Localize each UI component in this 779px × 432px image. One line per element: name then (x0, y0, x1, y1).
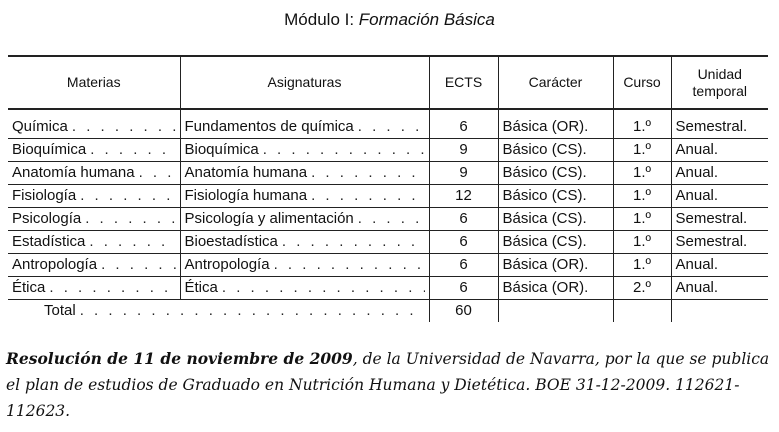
cell-materia (8, 254, 180, 277)
cell-asignatura-text: Bioquímica (184, 141, 259, 158)
cell-unidad-temporal: Anual. (671, 139, 768, 162)
table-row (8, 162, 768, 185)
cell-unidad-temporal: Anual. (671, 185, 768, 208)
total-label-cell (8, 300, 429, 323)
total-ects: 60 (429, 300, 498, 323)
dot-leader (80, 300, 425, 322)
cell-materia-text: Psicología (12, 210, 82, 227)
cell-materia-text: Química (12, 118, 68, 135)
cell-asignatura (180, 254, 429, 277)
cell-caracter: Básica (OR). (498, 277, 613, 300)
cell-curso: 1.º (613, 208, 671, 231)
cell-ects: 6 (429, 231, 498, 254)
cell-materia (8, 109, 180, 139)
cell-asignatura-text: Bioestadística (184, 233, 278, 250)
cell-unidad-temporal: Anual. (671, 277, 768, 300)
table-header-row (8, 56, 768, 109)
header-ects: ECTS (429, 56, 498, 109)
header-asignaturas: Asignaturas (180, 56, 429, 109)
table-row (8, 254, 768, 277)
cell-unidad-temporal: Anual. (671, 254, 768, 277)
cell-curso: 1.º (613, 109, 671, 139)
dot-leader (49, 277, 175, 299)
total-empty-caracter (498, 300, 613, 323)
cell-caracter: Básico (CS). (498, 162, 613, 185)
total-label: Total (44, 302, 76, 319)
cell-curso: 1.º (613, 231, 671, 254)
cell-caracter: Básico (CS). (498, 185, 613, 208)
table-row (8, 208, 768, 231)
module-title-italic: Formación Básica (358, 10, 495, 29)
cell-materia-text: Antropología (12, 256, 98, 273)
dot-leader (274, 254, 425, 276)
header-unidad-line1: Unidad (697, 65, 742, 82)
dot-leader (311, 185, 424, 207)
header-unidad-temporal (671, 56, 768, 109)
dot-leader (90, 139, 175, 161)
header-curso: Curso (613, 56, 671, 109)
dot-leader (101, 254, 175, 276)
table-row (8, 109, 768, 139)
cell-unidad-temporal: Anual. (671, 162, 768, 185)
citation-bold: Resolución de 11 de noviembre de 2009 (6, 349, 353, 368)
cell-ects: 6 (429, 109, 498, 139)
cell-ects: 6 (429, 277, 498, 300)
citation-rest: , de la Universidad de Navarra, por la que se publica el plan de estudios de Graduado en Nutrición Humana y Dietética. BOE 31-12-2009. 112621-112623. (6, 350, 770, 420)
cell-asignatura-text: Fundamentos de química (184, 118, 354, 135)
header-unidad-line2: temporal (692, 82, 747, 99)
cell-caracter: Básica (CS). (498, 231, 613, 254)
dot-leader (89, 231, 175, 253)
cell-materia (8, 162, 180, 185)
cell-ects: 6 (429, 254, 498, 277)
module-title-prefix: Módulo I: (284, 10, 359, 29)
cell-materia (8, 185, 180, 208)
dot-leader (263, 139, 425, 161)
cell-materia-text: Estadística (12, 233, 86, 250)
dot-leader (358, 208, 425, 230)
cell-asignatura-text: Psicología y alimentación (184, 210, 354, 227)
cell-materia-text: Ética (12, 279, 46, 296)
cell-caracter: Básica (CS). (498, 208, 613, 231)
cell-caracter: Básica (OR). (498, 254, 613, 277)
cell-asignatura (180, 231, 429, 254)
cell-unidad-temporal: Semestral. (671, 208, 768, 231)
cell-caracter: Básico (CS). (498, 139, 613, 162)
table-row (8, 277, 768, 300)
cell-materia (8, 139, 180, 162)
cell-curso: 1.º (613, 185, 671, 208)
cell-asignatura (180, 185, 429, 208)
cell-caracter: Básica (OR). (498, 109, 613, 139)
cell-ects: 9 (429, 162, 498, 185)
cell-materia-text: Fisiología (12, 187, 77, 204)
cell-asignatura (180, 139, 429, 162)
cell-asignatura (180, 277, 429, 300)
cell-asignatura (180, 109, 429, 139)
cell-materia (8, 277, 180, 300)
dot-leader (85, 208, 175, 230)
total-row (8, 300, 768, 323)
cell-materia-text: Anatomía humana (12, 164, 135, 181)
cell-curso: 2.º (613, 277, 671, 300)
cell-ects: 9 (429, 139, 498, 162)
total-empty-unidad (671, 300, 768, 323)
table-row (8, 185, 768, 208)
dot-leader (139, 162, 176, 184)
cell-asignatura-text: Ética (184, 279, 218, 296)
cell-materia-text: Bioquímica (12, 141, 87, 158)
cell-asignatura (180, 208, 429, 231)
header-caracter: Carácter (498, 56, 613, 109)
cell-materia (8, 208, 180, 231)
table-row (8, 139, 768, 162)
cell-curso: 1.º (613, 162, 671, 185)
dot-leader (358, 116, 425, 138)
header-materias: Materias (8, 56, 180, 109)
cell-asignatura (180, 162, 429, 185)
dot-leader (80, 185, 175, 207)
citation-text (6, 346, 776, 424)
dot-leader (222, 277, 425, 299)
module-title (0, 10, 779, 30)
cell-ects: 12 (429, 185, 498, 208)
cell-unidad-temporal: Semestral. (671, 109, 768, 139)
dot-leader (311, 162, 424, 184)
cell-curso: 1.º (613, 254, 671, 277)
cell-asignatura-text: Anatomía humana (184, 164, 308, 181)
subjects-table (8, 55, 768, 322)
dot-leader (282, 231, 425, 253)
dot-leader (72, 116, 176, 138)
cell-curso: 1.º (613, 139, 671, 162)
cell-materia (8, 231, 180, 254)
cell-asignatura-text: Antropología (184, 256, 270, 273)
cell-ects: 6 (429, 208, 498, 231)
table-row (8, 231, 768, 254)
total-empty-curso (613, 300, 671, 323)
cell-unidad-temporal: Semestral. (671, 231, 768, 254)
cell-asignatura-text: Fisiología humana (184, 187, 308, 204)
